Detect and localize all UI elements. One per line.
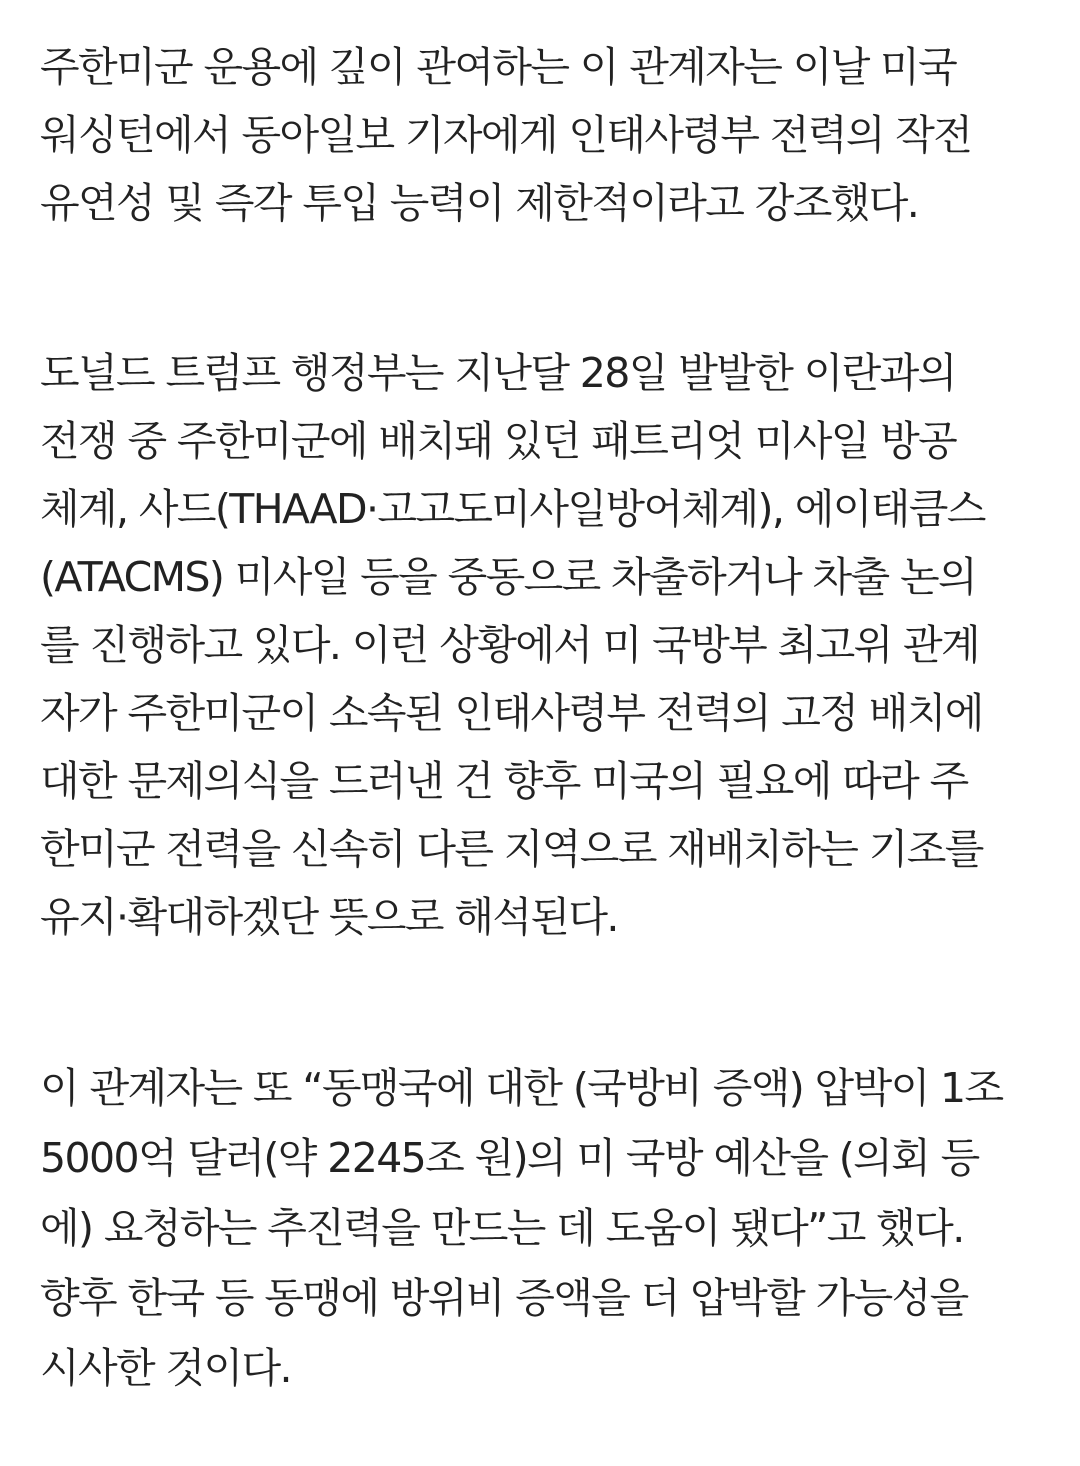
text-line: 대한 문제의식을 드러낸 건 향후 미국의 필요에 따라 주 xyxy=(40,757,968,805)
text-line: 에) 요청하는 추진력을 만드는 데 도움이 됐다”고 했다. xyxy=(40,1204,964,1252)
text-line: 향후 한국 등 동맹에 방위비 증액을 더 압박할 가능성을 xyxy=(40,1274,968,1322)
text-line: 주한미군 운용에 깊이 관여하는 이 관계자는 이날 미국 xyxy=(40,43,957,91)
text-line: 를 진행하고 있다. 이런 상황에서 미 국방부 최고위 관계 xyxy=(40,621,980,669)
text-line: 유지·확대하겠단 뜻으로 해석된다. xyxy=(40,893,618,941)
text-line: 이 관계자는 또 “동맹국에 대한 (국방비 증액) 압박이 1조 xyxy=(40,1064,1003,1112)
article-body xyxy=(40,33,1060,1403)
text-line: (ATACMS) 미사일 등을 중동으로 차출하거나 차출 논의 xyxy=(40,553,976,601)
text-line: 체계, 사드(THAAD·고고도미사일방어체계), 에이태큼스 xyxy=(40,485,985,533)
text-line: 유연성 및 즉각 투입 능력이 제한적이라고 강조했다. xyxy=(40,179,919,227)
text-line: 5000억 달러(약 2245조 원)의 미 국방 예산을 (의회 등 xyxy=(40,1134,979,1182)
text-line: 한미군 전력을 신속히 다른 지역으로 재배치하는 기조를 xyxy=(40,825,983,873)
paragraph-3 xyxy=(40,1053,1060,1403)
paragraph-1 xyxy=(40,33,1060,237)
text-line: 워싱턴에서 동아일보 기자에게 인태사령부 전력의 작전 xyxy=(40,111,972,159)
text-line: 시사한 것이다. xyxy=(40,1344,291,1392)
paragraph-2 xyxy=(40,339,1060,951)
text-line: 전쟁 중 주한미군에 배치돼 있던 패트리엇 미사일 방공 xyxy=(40,417,957,465)
text-line: 자가 주한미군이 소속된 인태사령부 전력의 고정 배치에 xyxy=(40,689,983,737)
text-line: 도널드 트럼프 행정부는 지난달 28일 발발한 이란과의 xyxy=(40,349,956,397)
